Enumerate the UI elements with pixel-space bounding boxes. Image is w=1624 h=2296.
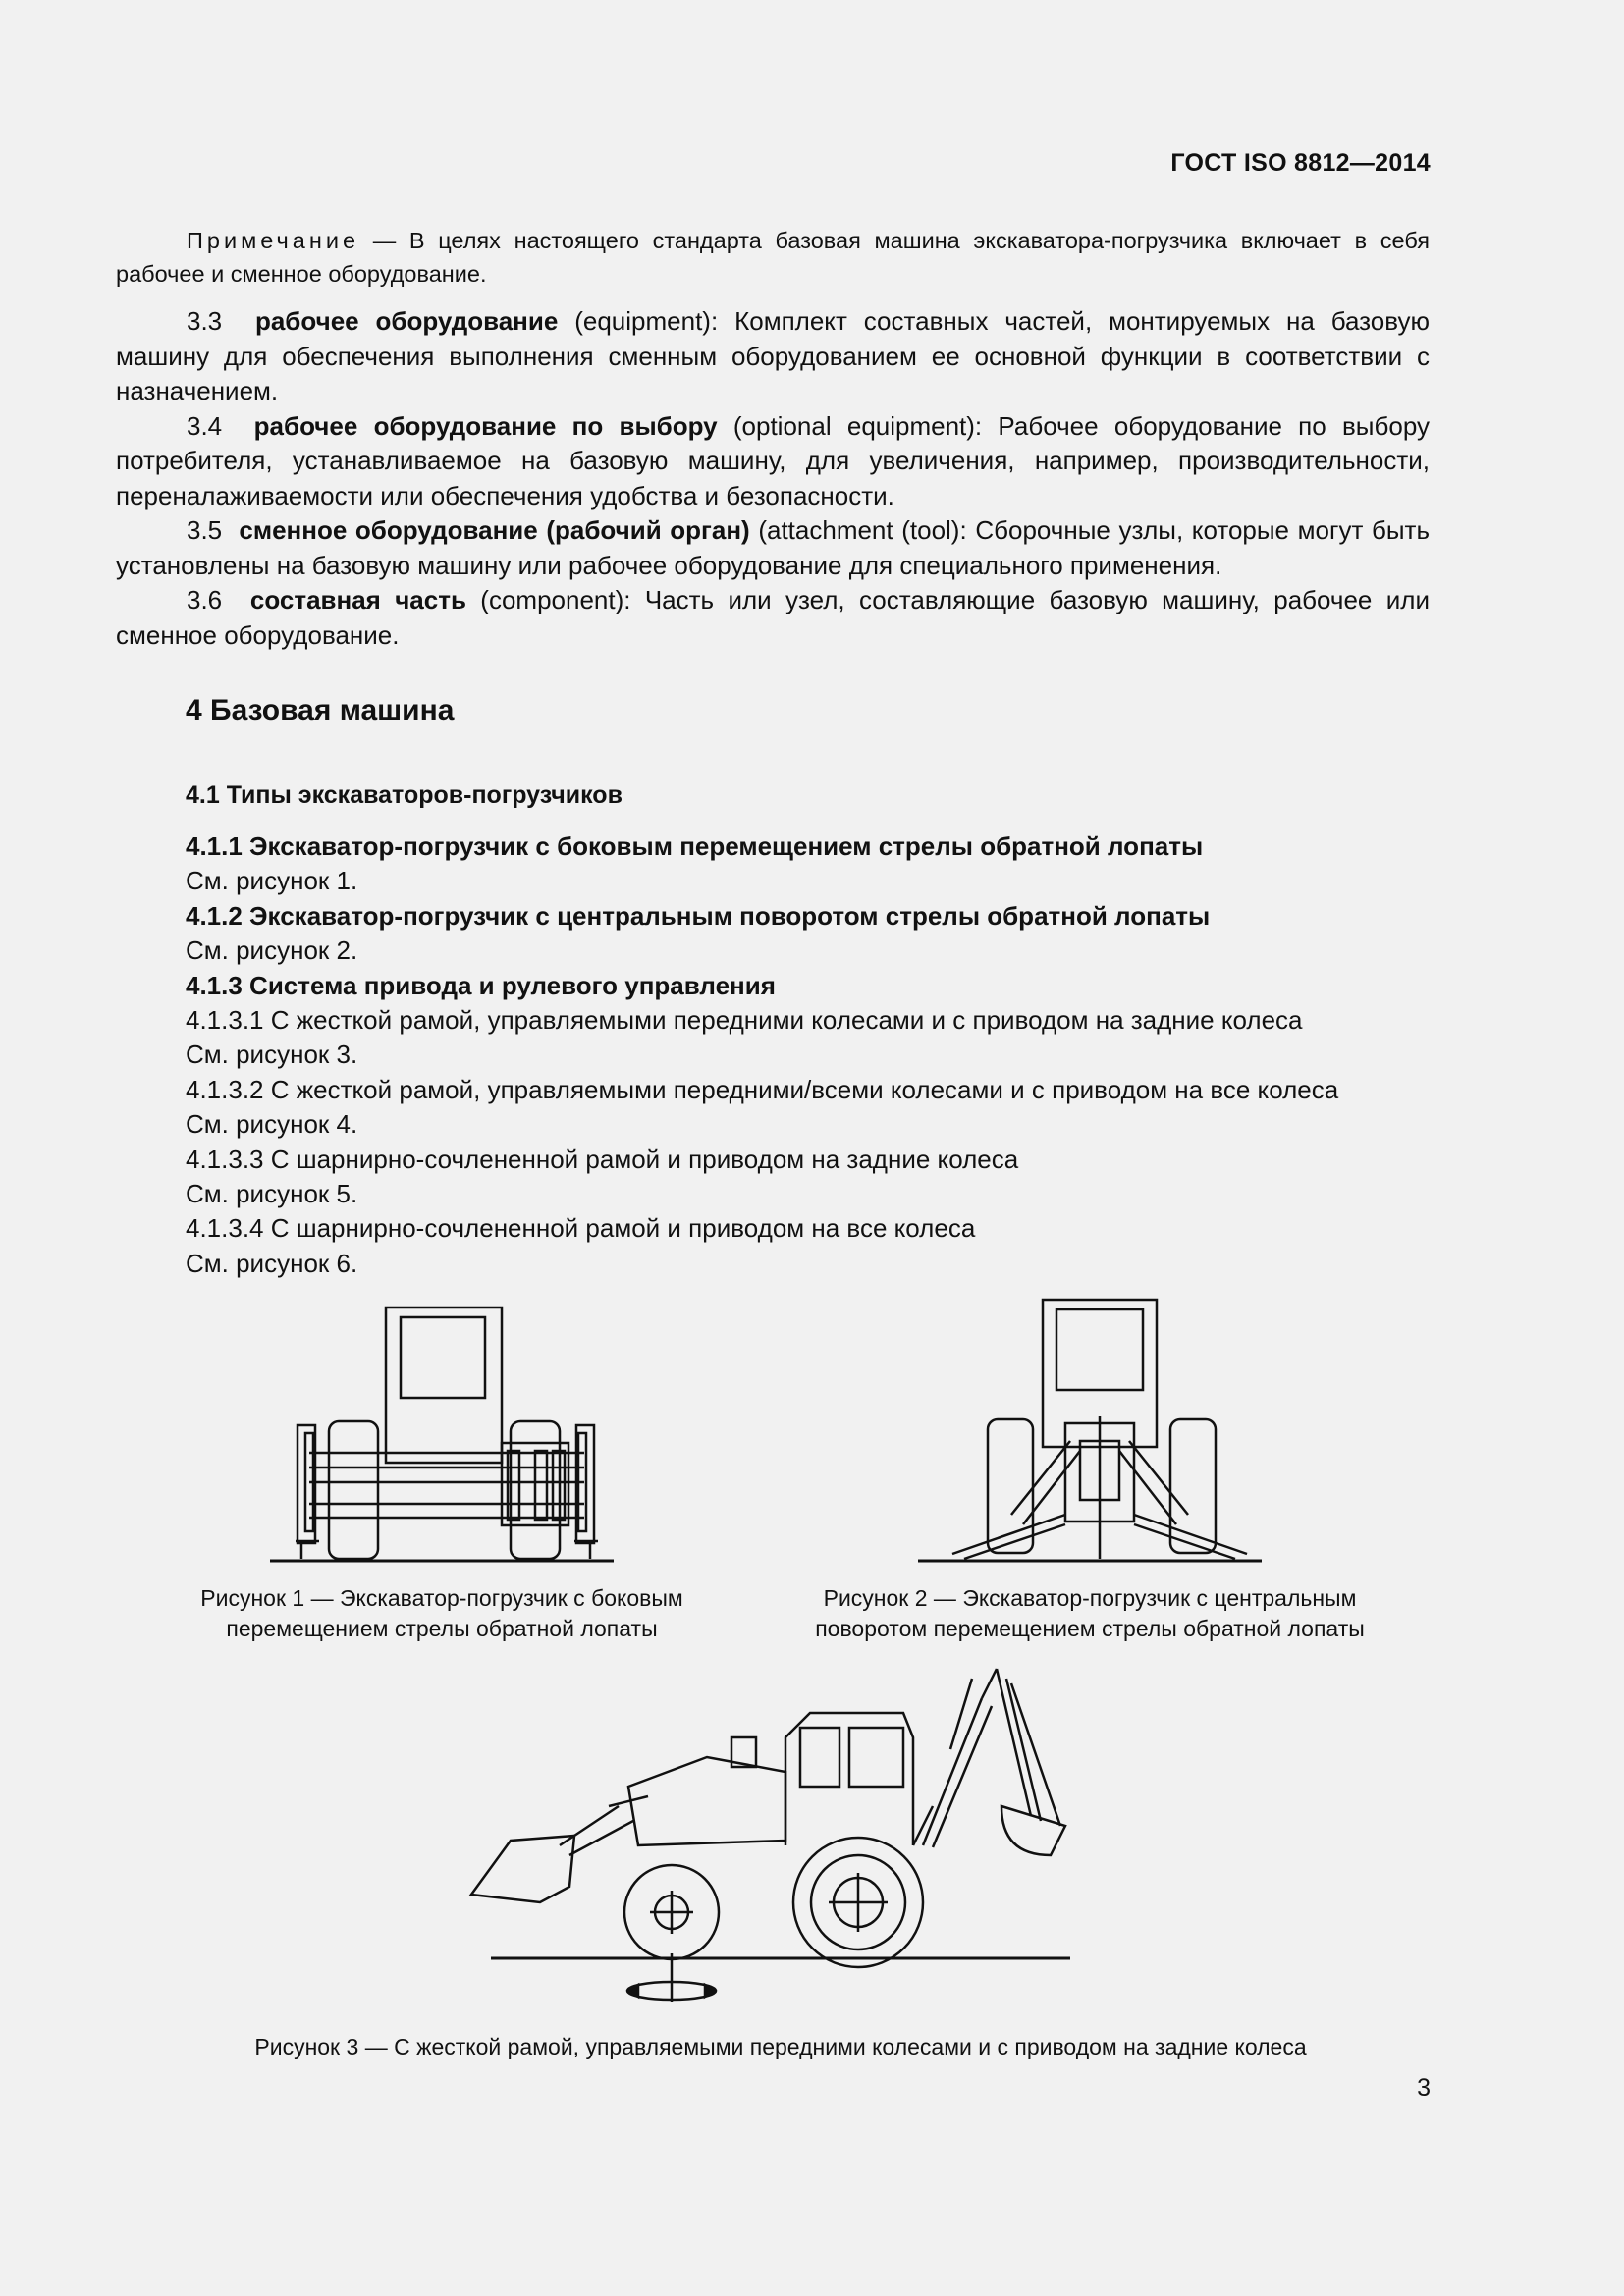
term: составная часть — [249, 585, 466, 614]
list-item: 4.1.3.3 С шарнирно-сочлененной рамой и приводом на задние колеса — [186, 1144, 1019, 1174]
list-item: 4.1.1 Экскаватор-погрузчик с боковым перемещением стрелы обратной лопаты — [186, 831, 1204, 861]
figure-2-caption: Рисунок 2 — Экскаватор-погрузчик с центральным поворотом перемещением стрелы обратной лопаты — [815, 1585, 1365, 1641]
list-item: 4.1.2 Экскаватор-погрузчик с центральным поворотом стрелы обратной лопаты — [186, 900, 1211, 931]
figure-3-drawing — [461, 1659, 1110, 2012]
definition-3-5: 3.5 сменное оборудование (рабочий орган) (attachment (tool): Сборочные узлы, которые могут быть установлены на базовую машину или рабочее оборудование для специального применения. — [116, 515, 1431, 580]
list-item: См. рисунок 3. — [186, 1040, 358, 1070]
page-number: 3 — [1417, 2074, 1431, 2102]
definition-3-6: 3.6 составная часть (component): Часть или узел, составляющие базовую машину, рабочее или сменное оборудование. — [116, 585, 1430, 650]
definitions-block — [116, 304, 1430, 653]
list-item: 4.1.3.4 С шарнирно-сочлененной рамой и приводом на все колеса — [186, 1213, 976, 1244]
term: сменное оборудование (рабочий орган) — [239, 515, 750, 545]
list-item: См. рисунок 2. — [186, 935, 358, 966]
section-4-heading: 4 Базовая машина — [186, 694, 455, 726]
section-4-1-heading: 4.1 Типы экскаваторов-погрузчиков — [186, 781, 623, 809]
figure-1-caption: Рисунок 1 — Экскаватор-погрузчик с боковым перемещением стрелы обратной лопаты — [200, 1585, 683, 1641]
note-text: — В целях настоящего стандарта базовая машина экскаватора-погрузчика включает в себя рабочее и сменное оборудование. — [116, 228, 1430, 287]
list-item: См. рисунок 5. — [186, 1179, 358, 1209]
term: рабочее оборудование по выбору — [253, 410, 718, 441]
term: рабочее оборудование — [254, 306, 559, 336]
list-item: 4.1.3 Система привода и рулевого управления — [186, 970, 776, 1000]
standard-code-header: ГОСТ ISO 8812—2014 — [1170, 149, 1431, 177]
figure-1-drawing — [250, 1296, 623, 1571]
figure-2-drawing — [913, 1294, 1267, 1571]
note-paragraph — [116, 224, 1430, 291]
list-item: 4.1.3.1 С жесткой рамой, управляемыми передними колесами и с приводом на задние колеса — [186, 1005, 1303, 1036]
types-list — [186, 829, 1462, 1281]
figure-3-caption: Рисунок 3 — С жесткой рамой, управляемыми передними колесами и с приводом на задние колеса — [254, 2034, 1307, 2059]
list-item: См. рисунок 6. — [186, 1248, 358, 1278]
note-label: Примечание — [187, 228, 360, 253]
list-item: См. рисунок 4. — [186, 1109, 358, 1140]
list-item: 4.1.3.2 С жесткой рамой, управляемыми передними/всеми колесами и с приводом на все колеса — [186, 1074, 1339, 1104]
definition-3-4: 3.4 рабочее оборудование по выбору (optional equipment): Рабочее оборудование по выбору потребителя, устанавливаемое на базовую машину, для увеличения, например, производительности, переналаживаемости или обеспечения удобства и безопасности. — [116, 410, 1430, 510]
definition-3-3: 3.3 рабочее оборудование (equipment): Комплект составных частей, монтируемых на базовую машину для обеспечения выполнения сменным оборудованием ее основной функции в соответствии с назначением. — [116, 306, 1431, 405]
list-item: См. рисунок 1. — [186, 866, 358, 896]
